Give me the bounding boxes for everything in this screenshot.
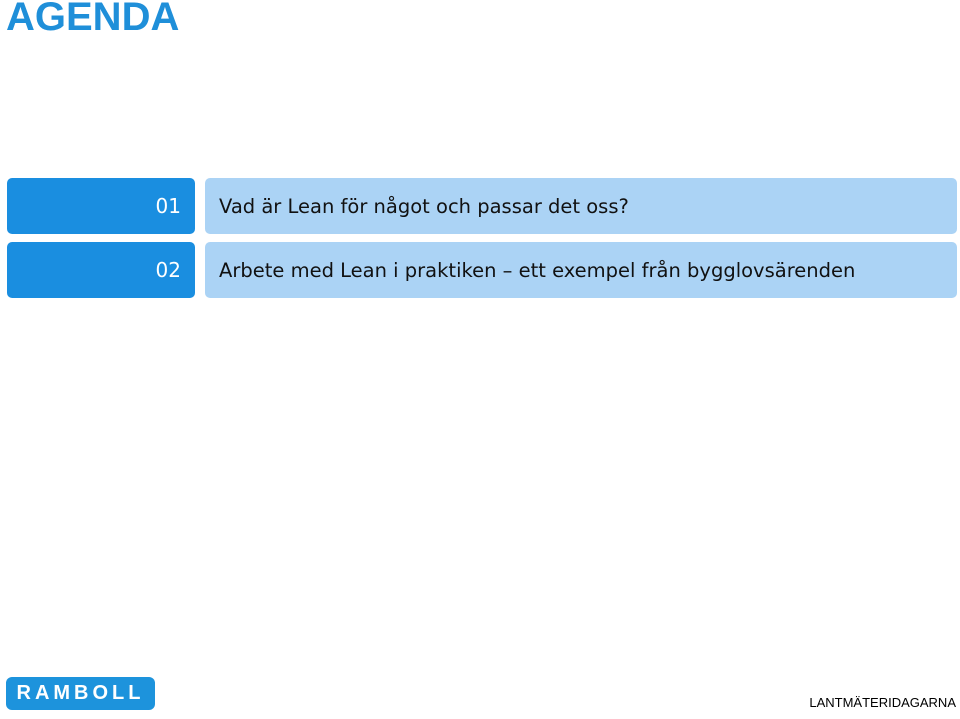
ramboll-logo: RAMBOLL bbox=[6, 677, 155, 710]
agenda-item-text: Arbete med Lean i praktiken – ett exempel från bygglovsärenden bbox=[205, 242, 957, 298]
slide-title: AGENDA bbox=[6, 0, 180, 39]
agenda-item bbox=[0, 242, 960, 298]
agenda-item-number: 01 bbox=[7, 178, 195, 234]
agenda-item-text: Vad är Lean för något och passar det oss? bbox=[205, 178, 957, 234]
agenda-item bbox=[0, 178, 960, 234]
footer-event-name: LANTMÄTERIDAGARNA bbox=[809, 695, 956, 710]
agenda-item-number: 02 bbox=[7, 242, 195, 298]
